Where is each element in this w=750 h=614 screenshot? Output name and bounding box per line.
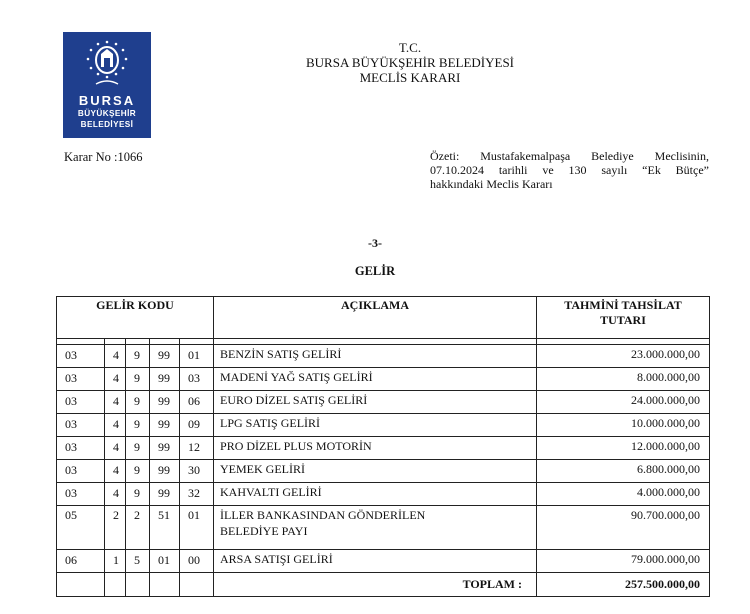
code-cell: 06 — [180, 391, 214, 414]
code-cell: 4 — [105, 368, 126, 391]
code-cell: 4 — [105, 483, 126, 506]
empty-cell — [126, 573, 150, 597]
code-cell: 32 — [180, 483, 214, 506]
code-cell: 9 — [126, 345, 150, 368]
amount-cell: 90.700.000,00 — [537, 506, 710, 550]
description-line: BELEDİYE PAYI — [220, 524, 308, 538]
code-cell: 06 — [57, 550, 105, 573]
amount-cell: 23.000.000,00 — [537, 345, 710, 368]
description-cell: ARSA SATIŞI GELİRİ — [214, 550, 537, 573]
code-cell: 9 — [126, 368, 150, 391]
code-cell: 4 — [105, 460, 126, 483]
code-cell: 99 — [150, 368, 180, 391]
code-cell: 51 — [150, 506, 180, 550]
code-cell: 99 — [150, 483, 180, 506]
code-cell: 99 — [150, 414, 180, 437]
bursa-municipality-logo — [63, 32, 151, 138]
amount-cell: 8.000.000,00 — [537, 368, 710, 391]
code-cell: 5 — [126, 550, 150, 573]
table-header-row — [57, 297, 710, 339]
code-cell: 09 — [180, 414, 214, 437]
table-row — [57, 506, 710, 550]
summary-line: 07.10.2024 tarihli ve 130 sayılı “Ek Bütçe” — [430, 163, 709, 177]
code-cell: 2 — [105, 506, 126, 550]
code-cell: 03 — [57, 460, 105, 483]
table-row — [57, 483, 710, 506]
table-row — [57, 437, 710, 460]
amount-cell: 4.000.000,00 — [537, 483, 710, 506]
header-description: AÇIKLAMA — [214, 297, 537, 339]
code-cell: 99 — [150, 460, 180, 483]
total-label: TOPLAM : — [214, 573, 537, 597]
code-cell: 03 — [57, 391, 105, 414]
header-tc: T.C. — [398, 40, 422, 55]
header-amount — [537, 297, 710, 339]
description-cell: MADENİ YAĞ SATIŞ GELİRİ — [214, 368, 537, 391]
decision-summary — [430, 149, 709, 191]
table-row — [57, 391, 710, 414]
code-cell: 4 — [105, 414, 126, 437]
description-cell: EURO DİZEL SATIŞ GELİRİ — [214, 391, 537, 414]
header-amount-line: TUTARI — [600, 313, 646, 327]
code-cell: 99 — [150, 345, 180, 368]
header-municipality: BURSA BÜYÜKŞEHİR BELEDİYESİ — [305, 55, 514, 70]
code-cell: 2 — [126, 506, 150, 550]
code-cell: 05 — [57, 506, 105, 550]
amount-cell: 6.800.000,00 — [537, 460, 710, 483]
header-council-decision: MECLİS KARARI — [359, 70, 461, 85]
code-cell: 9 — [126, 414, 150, 437]
description-cell: YEMEK GELİRİ — [214, 460, 537, 483]
code-cell: 9 — [126, 437, 150, 460]
code-cell: 03 — [57, 368, 105, 391]
amount-cell: 10.000.000,00 — [537, 414, 710, 437]
empty-cell — [180, 573, 214, 597]
code-cell: 9 — [126, 483, 150, 506]
logo-text-bursa: BURSA — [78, 93, 136, 108]
header-amount-line: TAHMİNİ TAHSİLAT — [564, 298, 682, 312]
code-cell: 12 — [180, 437, 214, 460]
code-cell: 01 — [180, 345, 214, 368]
empty-cell — [57, 573, 105, 597]
amount-cell: 79.000.000,00 — [537, 550, 710, 573]
code-cell: 00 — [180, 550, 214, 573]
table-row — [57, 550, 710, 573]
decision-number: Karar No :1066 — [64, 150, 143, 164]
summary-line: Özeti: Mustafakemalpaşa Belediye Meclisinin, — [430, 149, 709, 163]
code-cell: 03 — [57, 414, 105, 437]
empty-cell — [150, 573, 180, 597]
code-cell: 03 — [180, 368, 214, 391]
table-row — [57, 414, 710, 437]
code-cell: 03 — [57, 483, 105, 506]
description-cell: BENZİN SATIŞ GELİRİ — [214, 345, 537, 368]
city-emblem-icon — [63, 32, 151, 94]
table-row — [57, 460, 710, 483]
code-cell: 99 — [150, 391, 180, 414]
code-cell: 03 — [57, 345, 105, 368]
amount-cell: 12.000.000,00 — [537, 437, 710, 460]
code-cell: 01 — [150, 550, 180, 573]
description-cell: PRO DİZEL PLUS MOTORİN — [214, 437, 537, 460]
code-cell: 4 — [105, 391, 126, 414]
amount-cell: 24.000.000,00 — [537, 391, 710, 414]
table-row — [57, 345, 710, 368]
table-row — [57, 368, 710, 391]
code-cell: 03 — [57, 437, 105, 460]
total-amount: 257.500.000,00 — [537, 573, 710, 597]
revenue-table — [56, 296, 710, 597]
description-cell: KAHVALTI GELİRİ — [214, 483, 537, 506]
code-cell: 9 — [126, 460, 150, 483]
code-cell: 4 — [105, 437, 126, 460]
code-cell: 4 — [105, 345, 126, 368]
description-cell: LPG SATIŞ GELİRİ — [214, 414, 537, 437]
logo-text-belediyesi: BELEDİYESİ — [80, 120, 134, 129]
section-title: GELİR — [354, 264, 396, 278]
code-cell: 1 — [105, 550, 126, 573]
code-cell: 99 — [150, 437, 180, 460]
description-cell — [214, 506, 537, 550]
summary-line: hakkındaki Meclis Kararı — [430, 177, 553, 191]
page-number: -3- — [368, 236, 382, 250]
total-row — [57, 573, 710, 597]
header-code: GELİR KODU — [57, 297, 214, 339]
empty-cell — [105, 573, 126, 597]
code-cell: 9 — [126, 391, 150, 414]
logo-text-buyuksehir: BÜYÜKŞEHİR — [77, 109, 137, 118]
description-line: İLLER BANKASINDAN GÖNDERİLEN — [220, 508, 426, 522]
code-cell: 01 — [180, 506, 214, 550]
code-cell: 30 — [180, 460, 214, 483]
